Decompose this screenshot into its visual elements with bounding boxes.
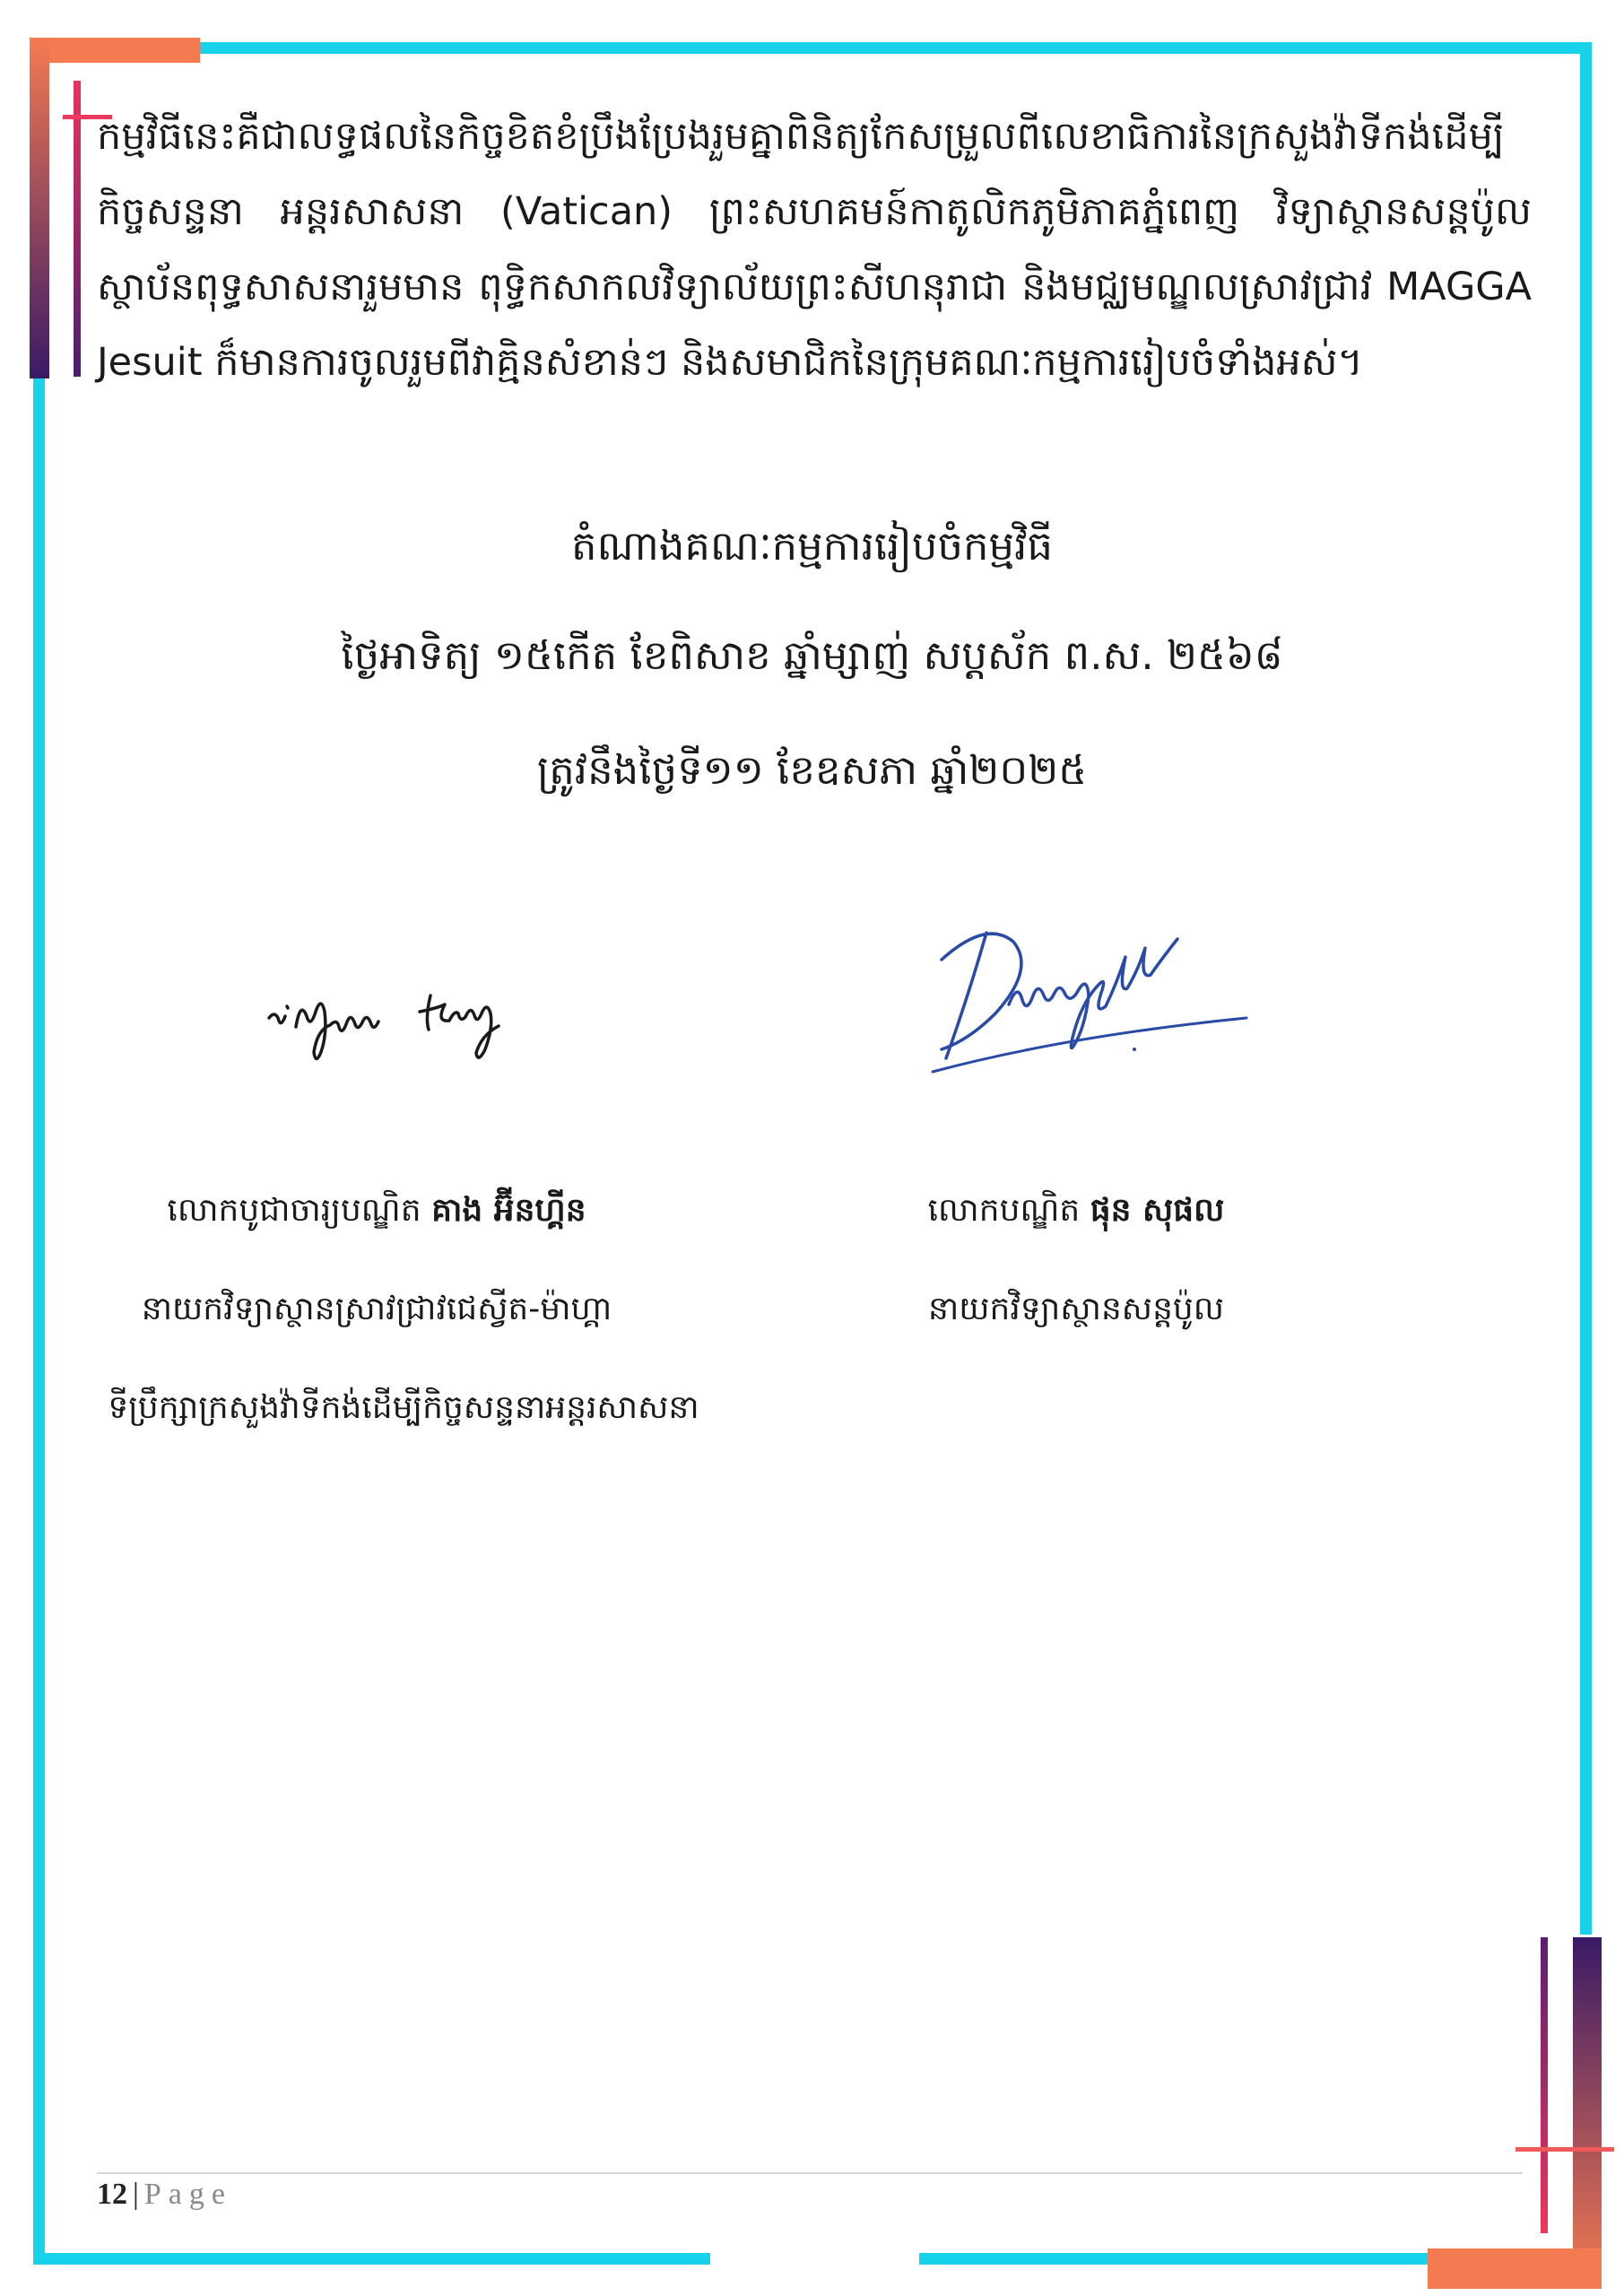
corner-accent-right-cross [1515,2147,1614,2152]
corner-accent-bottom [1428,2248,1602,2289]
border-top [197,42,1592,54]
corner-accent-right [1573,1937,1602,2287]
corner-accent-left [30,38,49,378]
corner-accent-top [30,38,200,63]
gregorian-date-line: ត្រូវនឹងថ្ងៃទី១១ ខែឧសភា ឆ្នាំ២០២៥ [536,746,1088,794]
right-signatory-title: នាយកវិទ្យាស្ថានសន្តប៉ូល [927,1291,1225,1327]
right-name: ផុន សុផល [1090,1192,1225,1229]
page-separator: | [133,2178,139,2211]
left-signatory-name [54,1189,699,1237]
signature-right [924,906,1264,1085]
corner-accent-right-bar [1541,1937,1548,2233]
representative-line: តំណាងគណៈកម្មការរៀបចំកម្មវិធី [571,522,1053,570]
left-name-prefix: លោកបូជាចារ្យបណ្ឌិត [167,1192,421,1229]
signature-left [260,951,547,1076]
right-signatory-name [825,1189,1327,1237]
right-name-prefix: លោកបណ្ឌិត [927,1192,1081,1229]
left-signatory-role: ទីប្រឹក្សាក្រសួងវ៉ាទីកង់ដើម្បីកិច្ចសន្ទនាអន្តរសាសនា [108,1389,699,1426]
lunar-date-line: ថ្ងៃអាទិត្យ ១៥កើត ខែពិសាខ ឆ្នាំម្សាញ់ សប្តស័ក ព.ស. ២៥៦៨ [341,631,1283,679]
border-right [1580,42,1592,1935]
border-bottom-right [919,2253,1444,2265]
intro-paragraph: កម្មវិធីនេះគឺជាលទ្ធផលនៃកិច្ចខិតខំប្រឹងប្រែងរួមគ្នាពិនិត្យកែសម្រួលពីលេខាធិការនៃក្រសួងវ៉ាទីកង់ដើម្បីកិច្ចសន្ទនា អន្តរសាសនា (Vatican) ព្រះសហគមន៍កាតូលិកភូមិភាគភ្នំពេញ វិទ្យាស្ថានសន្តប៉ូល ស្ថាប័នពុទ្ធសាសនារួមមាន ពុទ្ធិកសាកលវិទ្យាល័យព្រះសីហនុរាជា និងមជ្ឈមណ្ឌលស្រាវជ្រាវ MAGGA Jesuit ក៏មានការចូលរួមពីវាគ្មិនសំខាន់ៗ និងសមាជិកនៃក្រុមគណៈកម្មការរៀបចំទាំងអស់។ [97,114,1532,385]
left-signatory-title: នាយកវិទ្យាស្ថានស្រាវជ្រាវជេស្វីត-ម៉ាហ្គា [141,1291,612,1327]
page-label: Page [143,2178,232,2211]
border-bottom-left [33,2253,710,2265]
page-footer [97,2178,232,2212]
left-name: គាង អ៊ីនហ្គីន [431,1192,586,1229]
page-number: 12 [97,2178,127,2211]
footer-divider [97,2172,1523,2174]
corner-accent-left-bar [74,81,81,377]
